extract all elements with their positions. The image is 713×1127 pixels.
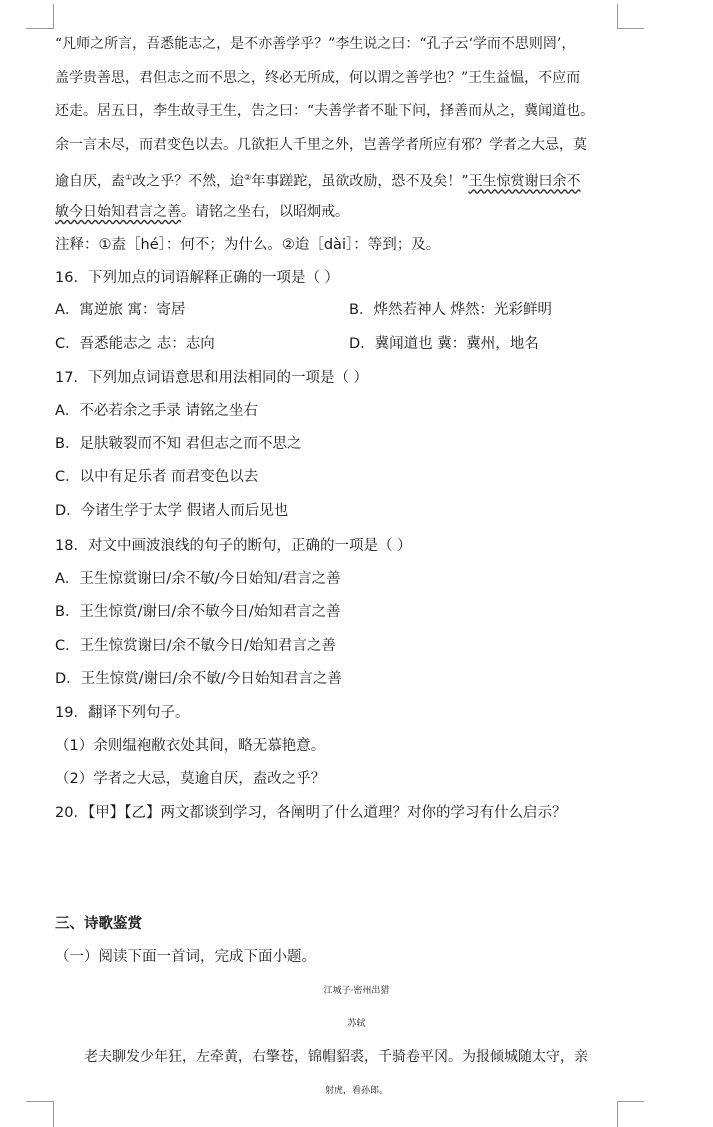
passage-line: 余一言未尽，而君变色以去。几欲拒人千里之外，岂善学者所应有邪？学者之大忌，莫 — [55, 137, 587, 153]
question-17-stem: 17．下列加点词语意思和用法相同的一项是（ ） — [55, 370, 369, 386]
poem-line: 老夫聊发少年狂，左牵黄，右擎苍，锦帽貂裘，千骑卷平冈。为报倾城随太守，亲 — [84, 1049, 588, 1065]
passage-line: “凡师之所言，吾悉能志之，是不亦善学乎？”李生说之曰：“孔子云‘学而不思则罔’， — [55, 36, 576, 52]
passage-text: 改之乎？不然，迨 — [132, 173, 245, 190]
question-18-option-b: B．王生惊赏/谢曰/余不敏今日/始知君言之善 — [55, 604, 341, 620]
crop-mark-bottom-left-v — [53, 1101, 54, 1127]
passage-line: 还走。居五日，李生故寻王生，告之曰：“夫善学者不耻下问，择善而从之，冀闻道也。 — [55, 103, 595, 119]
question-18-stem: 18．对文中画波浪线的句子的断句，正确的一项是（ ） — [55, 538, 412, 554]
crop-mark-bottom-right-v — [617, 1101, 618, 1127]
passage-line — [55, 168, 581, 192]
footnote-marker: ① — [125, 173, 133, 182]
crop-mark-bottom-left-h — [26, 1101, 53, 1102]
crop-mark-top-right-h — [617, 28, 644, 29]
passage-text: 。请铭之坐右，以昭炯戒。 — [181, 204, 349, 220]
section-title: 三、诗歌鉴赏 — [55, 916, 142, 932]
question-19-stem: 19．翻译下列句子。 — [55, 705, 190, 721]
poem-title: 江城子·密州出猎 — [323, 986, 390, 996]
question-18-option-d: D．王生惊赏/谢曰/余不敏/今日始知君言之善 — [55, 671, 342, 687]
crop-mark-bottom-right-h — [617, 1101, 644, 1102]
question-17-option-d: D．今诸生学于太学 假诸人而后见也 — [55, 503, 289, 519]
wavy-underlined-sentence: 王生惊赏谢曰余不 — [468, 173, 581, 190]
crop-mark-top-right-v — [617, 4, 618, 29]
question-18-option-c: C．王生惊赏谢曰/余不敏今日/始知君言之善 — [55, 638, 336, 654]
poem-author: 苏轼 — [347, 1019, 366, 1029]
section-intro: （一）阅读下面一首词，完成下面小题。 — [55, 949, 316, 965]
passage-line: 盖学贵善思，君但志之而不思之，终必无所成，何以谓之善学也？”王生益愠，不应而 — [55, 70, 581, 86]
question-19-sentence-1: （1）余则缊袍敝衣处其间，略无慕艳意。 — [55, 738, 326, 754]
annotation-note: 注释：①盍［hé］：何不；为什么。②迨［dài］：等到；及。 — [55, 237, 441, 253]
question-17-option-b: B．足肤皲裂而不知 君但志之而不思之 — [55, 436, 302, 452]
question-19-sentence-2: （2）学者之大忌，莫逾自厌，盍改之乎？ — [55, 771, 326, 787]
passage-text: 逾自厌，盍 — [55, 173, 125, 190]
question-16-stem: 16．下列加点的词语解释正确的一项是（ ） — [55, 270, 340, 286]
poem-line: 射虎，看孙郎。 — [324, 1086, 388, 1096]
question-17-option-c: C．以中有足乐者 而君变色以去 — [55, 469, 259, 485]
question-18-option-a: A．王生惊赏谢曰/余不敏/今日始知/君言之善 — [55, 571, 341, 587]
question-16-option-c: C．吾悉能志之 志：志向 — [55, 336, 215, 352]
question-17-option-a: A．不必若余之手录 请铭之坐右 — [55, 403, 259, 419]
question-16-option-d: D．冀闻道也 冀：冀州，地名 — [349, 336, 539, 352]
crop-mark-top-left-v — [53, 4, 54, 29]
footnote-marker: ② — [244, 173, 252, 182]
crop-mark-top-left-h — [26, 28, 53, 29]
wavy-underlined-sentence: 敏今日始知君言之善 — [55, 204, 181, 220]
passage-text: 年事蹉跎，虽欲改励，恐不及矣！” — [251, 173, 469, 190]
question-16-option-b: B．烨然若神人 烨然：光彩鲜明 — [349, 302, 553, 318]
question-20-stem: 20．【甲】【乙】两文都谈到学习，各阐明了什么道理？对你的学习有什么启示？ — [55, 805, 567, 821]
passage-line — [55, 202, 349, 222]
question-16-option-a: A．寓逆旅 寓：寄居 — [55, 302, 186, 318]
